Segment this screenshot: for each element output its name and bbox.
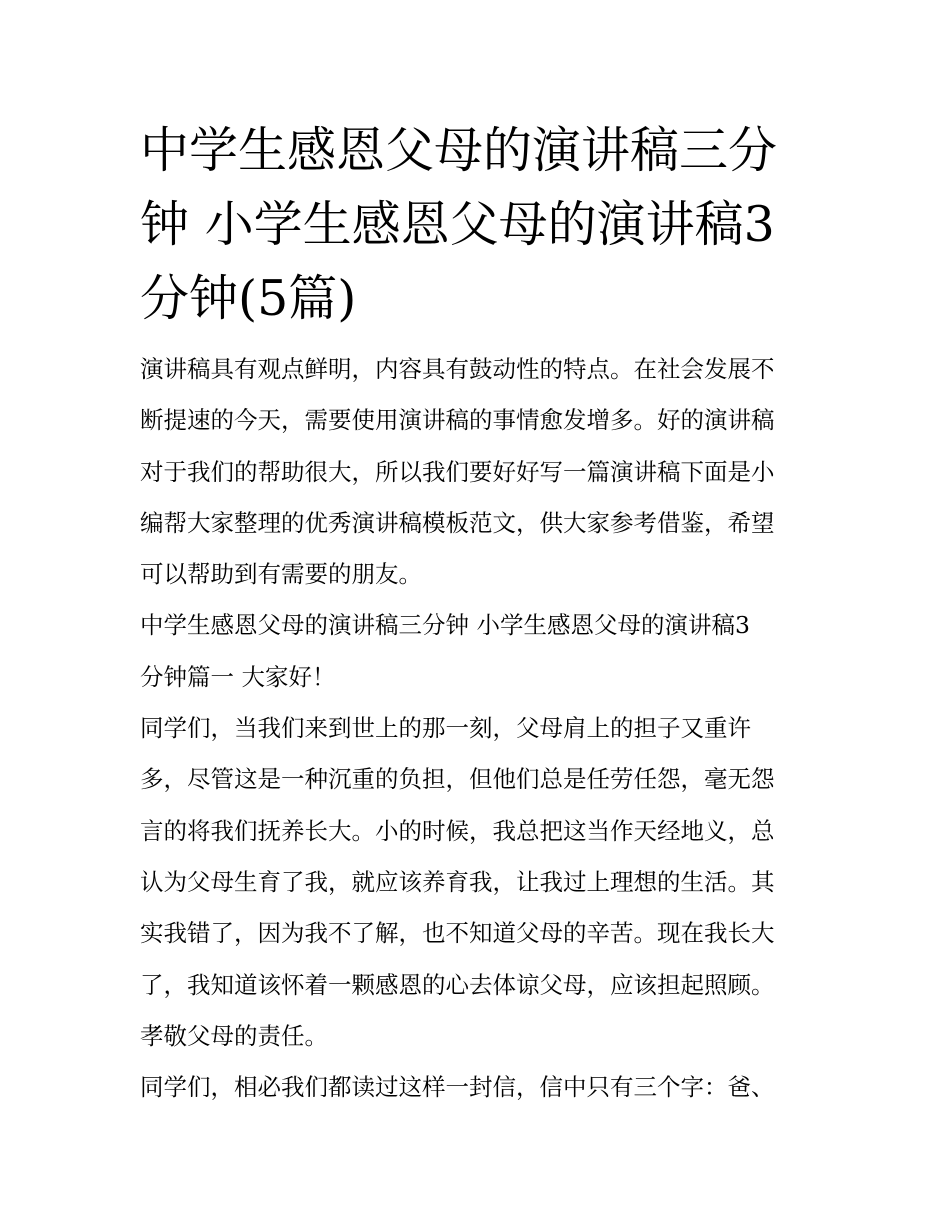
text-line: 实我错了，因为我不了解，也不知道父母的辛苦。现在我长大 bbox=[140, 919, 775, 948]
text-line: 同学们，相必我们都读过这样一封信，信中只有三个字：爸、 bbox=[140, 1073, 775, 1102]
text-line: 同学们，当我们来到世上的那一刻，父母肩上的担子又重许 bbox=[140, 714, 751, 743]
page-title bbox=[140, 114, 812, 336]
body-paragraph bbox=[140, 1062, 812, 1113]
body-paragraph bbox=[140, 703, 812, 1062]
text-line: 言的将我们抚养长大。小的时候，我总把这当作天经地义，总 bbox=[140, 816, 775, 845]
text-line: 认为父母生育了我，就应该养育我，让我过上理想的生活。其 bbox=[140, 867, 775, 896]
text-line: 了，我知道该怀着一颗感恩的心去体谅父母，应该担起照顾。 bbox=[140, 970, 775, 999]
title-line: 中学生感恩父母的演讲稿三分 bbox=[140, 122, 778, 179]
text-line: 对于我们的帮助很大，所以我们要好好写一篇演讲稿下面是小 bbox=[140, 457, 775, 486]
text-line: 孝敬父母的责任。 bbox=[140, 1021, 328, 1050]
document-body bbox=[140, 114, 812, 1113]
text-line: 可以帮助到有需要的朋友。 bbox=[140, 560, 422, 589]
text-line: 分钟篇一 大家好！ bbox=[140, 662, 336, 691]
text-line: 演讲稿具有观点鲜明，内容具有鼓动性的特点。在社会发展不 bbox=[140, 355, 775, 383]
title-line: 钟 小学生感恩父母的演讲稿3 bbox=[140, 196, 775, 253]
text-line: 断提速的今天，需要使用演讲稿的事情愈发增多。好的演讲稿 bbox=[140, 406, 775, 435]
intro-paragraph bbox=[140, 344, 812, 600]
text-line: 多，尽管这是一种沉重的负担，但他们总是任劳任怨，毫无怨 bbox=[140, 765, 775, 794]
section-heading-paragraph bbox=[140, 600, 812, 703]
title-line: 分钟(5篇) bbox=[140, 270, 357, 327]
text-line: 中学生感恩父母的演讲稿三分钟 小学生感恩父母的演讲稿3 bbox=[140, 611, 750, 640]
text-line: 编帮大家整理的优秀演讲稿模板范文，供大家参考借鉴，希望 bbox=[140, 508, 775, 537]
